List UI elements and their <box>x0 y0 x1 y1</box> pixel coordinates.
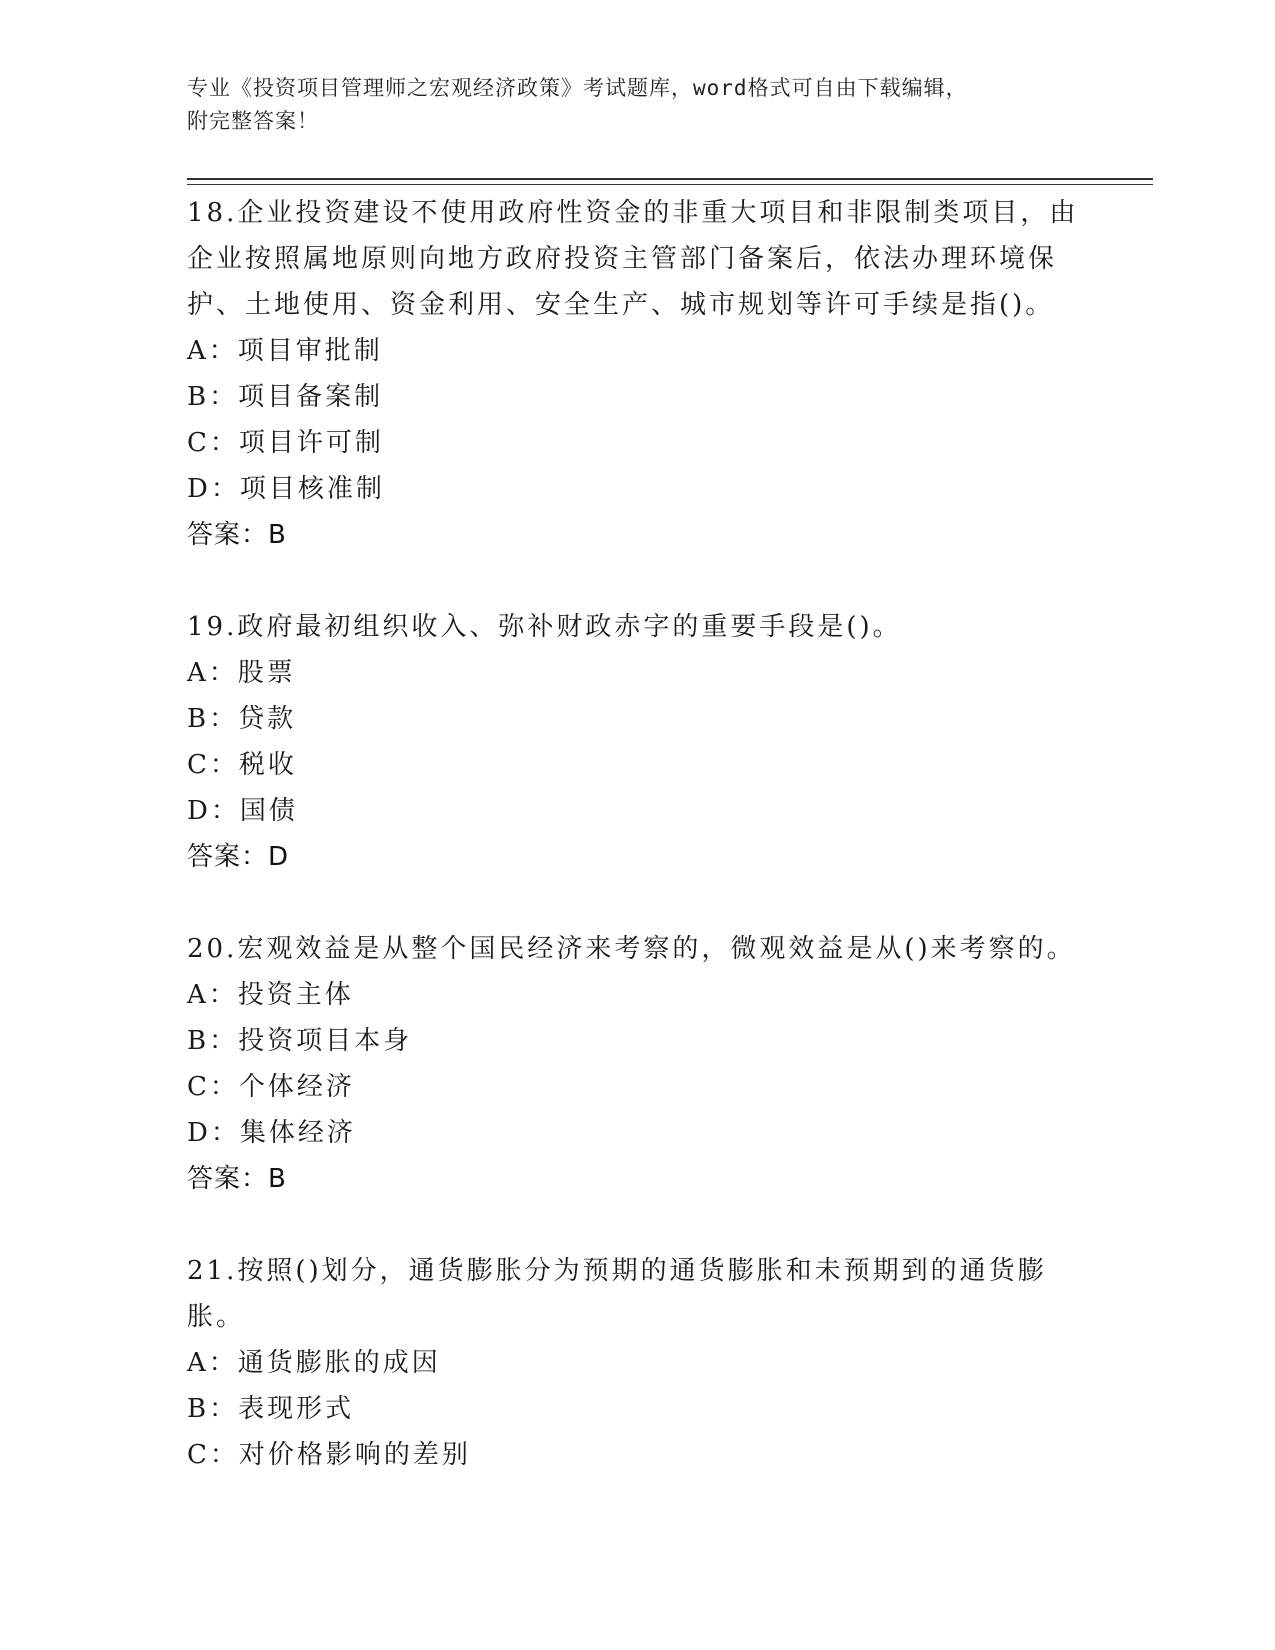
option-b: B：贷款 <box>187 704 297 734</box>
question-spacer <box>187 558 1087 604</box>
question-stem: 19.政府最初组织收入、弥补财政赤字的重要手段是()。 <box>187 612 902 642</box>
question-spacer <box>187 880 1087 926</box>
option-a: A：股票 <box>187 658 296 688</box>
question-19 <box>187 604 1087 880</box>
question-list <box>187 190 1087 1478</box>
header-divider-thick <box>187 178 1153 180</box>
option-b: B：表现形式 <box>187 1394 355 1424</box>
option-d: D：项目核准制 <box>187 474 385 504</box>
option-d: D：国债 <box>187 796 298 826</box>
header-title-line-2: 附完整答案！ <box>187 109 319 133</box>
header-divider-thin <box>187 184 1153 185</box>
option-c: C：项目许可制 <box>187 428 384 458</box>
question-stem: 21.按照()划分，通货膨胀分为预期的通货膨胀和未预期到的通货膨胀。 <box>187 1256 1047 1332</box>
question-stem: 18.企业投资建设不使用政府性资金的非重大项目和非限制类项目，由企业按照属地原则向地方政府投资主管部门备案后，依法办理环境保护、土地使用、资金利用、安全生产、城市规划等许可手续是指()。 <box>187 198 1079 320</box>
answer: 答案：D <box>187 842 290 872</box>
option-a: A：投资主体 <box>187 980 354 1010</box>
option-c: C：个体经济 <box>187 1072 355 1102</box>
question-spacer <box>187 1202 1087 1248</box>
option-c: C：对价格影响的差别 <box>187 1440 471 1470</box>
question-stem: 20.宏观效益是从整个国民经济来考察的，微观效益是从()来考察的。 <box>187 934 1076 964</box>
option-a: A：通货膨胀的成因 <box>187 1348 441 1378</box>
option-b: B：投资项目本身 <box>187 1026 413 1056</box>
document-header <box>187 72 1087 138</box>
question-18 <box>187 190 1087 558</box>
option-c: C：税收 <box>187 750 297 780</box>
answer: 答案：B <box>187 1164 287 1194</box>
option-b: B：项目备案制 <box>187 382 384 412</box>
option-a: A：项目审批制 <box>187 336 383 366</box>
header-title-line-1: 专业《投资项目管理师之宏观经济政策》考试题库，word格式可自由下载编辑， <box>187 76 968 100</box>
answer: 答案：B <box>187 520 287 550</box>
question-21 <box>187 1248 1087 1478</box>
option-d: D：集体经济 <box>187 1118 356 1148</box>
question-20 <box>187 926 1087 1202</box>
